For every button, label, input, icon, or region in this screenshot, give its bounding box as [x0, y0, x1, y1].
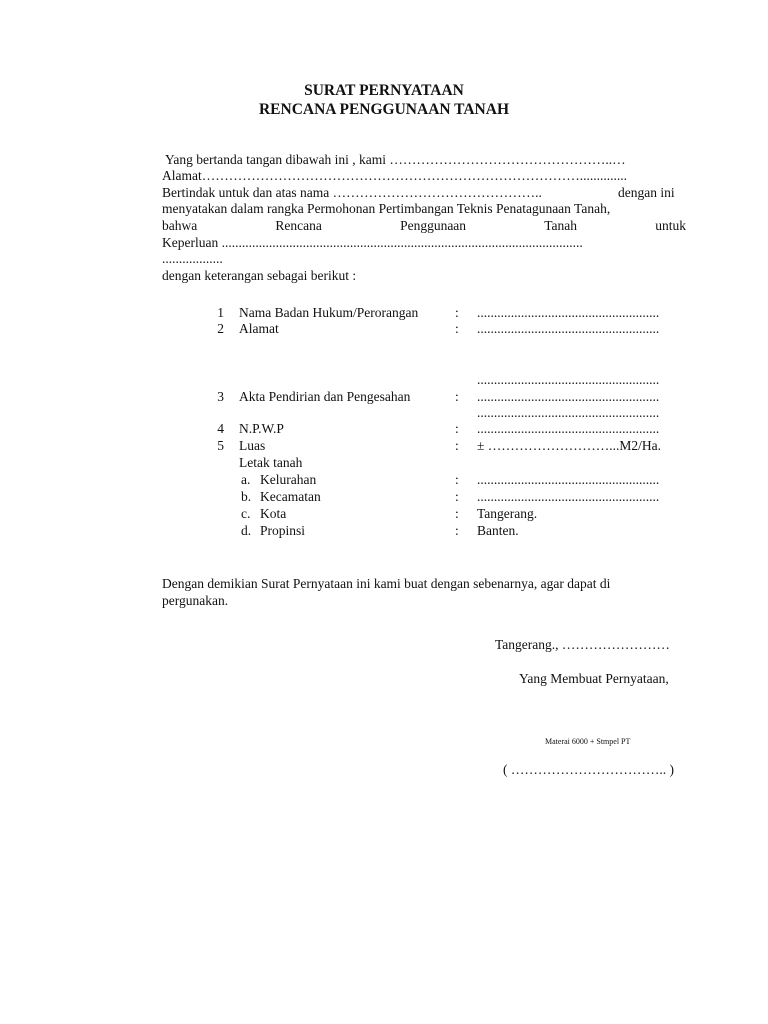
- location-label: Propinsi: [260, 523, 306, 538]
- item-label: N.P.W.P: [239, 421, 284, 436]
- intro-line-3-left: Bertindak untuk dan atas nama ………………………………………..: [162, 185, 542, 200]
- location-label: Kecamatan: [260, 489, 321, 504]
- location-label: Kelurahan: [260, 472, 317, 487]
- intro-line-3-right: dengan ini: [618, 185, 675, 200]
- item-colon: :: [455, 321, 459, 336]
- location-value: ......................................................: [477, 472, 660, 487]
- document-title: SURAT PERNYATAAN: [304, 82, 464, 99]
- signatory-title: Yang Membuat Pernyataan,: [519, 671, 669, 686]
- item-label: Alamat: [239, 321, 279, 336]
- intro-line-6: Keperluan ...........................................................................................................: [162, 235, 583, 250]
- location-letter: b.: [241, 489, 252, 504]
- item-number: 1: [217, 305, 224, 320]
- item-label: Luas: [239, 438, 266, 453]
- stamp-note: Materai 6000 + Stmpel PT: [545, 737, 631, 746]
- location-colon: :: [455, 472, 459, 487]
- intro-line-5: [162, 218, 686, 234]
- location-letter: a.: [241, 472, 251, 487]
- item-value: ......................................................: [477, 389, 660, 404]
- item-value: ......................................................: [477, 305, 660, 320]
- location-value: Tangerang.: [477, 506, 538, 521]
- item-value: ± ………………………...M2/Ha.: [477, 438, 662, 453]
- location-letter: c.: [241, 506, 251, 521]
- intro-word: Tanah: [544, 218, 578, 233]
- intro-line-8: dengan keterangan sebagai berikut :: [162, 268, 357, 283]
- intro-line-7: ..................: [162, 251, 223, 266]
- location-colon: :: [455, 523, 459, 538]
- item-value: ......................................................: [477, 321, 660, 336]
- closing-line-1: Dengan demikian Surat Pernyataan ini kami buat dengan sebenarnya, agar dapat di: [162, 576, 611, 591]
- item-number: 4: [217, 421, 224, 436]
- item-label: Nama Badan Hukum/Perorangan: [239, 305, 419, 320]
- closing-line-2: pergunakan.: [162, 593, 229, 608]
- location-value: Banten.: [477, 523, 519, 538]
- intro-word: bahwa: [162, 218, 198, 233]
- item-value: ......................................................: [477, 372, 660, 387]
- item-colon: :: [455, 305, 459, 320]
- intro-word: Rencana: [275, 218, 322, 233]
- document-subtitle: RENCANA PENGGUNAAN TANAH: [258, 101, 510, 118]
- item-label: Letak tanah: [239, 455, 303, 470]
- intro-line-4: menyatakan dalam rangka Permohonan Pertimbangan Teknis Penatagunaan Tanah,: [162, 201, 611, 216]
- item-label: Akta Pendirian dan Pengesahan: [239, 389, 411, 404]
- location-value: ......................................................: [477, 489, 660, 504]
- place-date: Tangerang., ……………………: [495, 637, 670, 652]
- item-number: 3: [217, 389, 224, 404]
- item-colon: :: [455, 438, 459, 453]
- item-value: ......................................................: [477, 421, 660, 436]
- signatory-name-blank: ( …………………………….. ): [503, 762, 674, 777]
- location-colon: :: [455, 506, 459, 521]
- item-number: 2: [217, 321, 224, 336]
- location-letter: d.: [241, 523, 252, 538]
- intro-word: untuk: [655, 218, 686, 233]
- location-colon: :: [455, 489, 459, 504]
- item-number: 5: [217, 438, 224, 453]
- item-colon: :: [455, 421, 459, 436]
- intro-word: Penggunaan: [400, 218, 467, 233]
- intro-line-1: Yang bertanda tangan dibawah ini , kami …………………………………………..…: [165, 152, 626, 167]
- location-label: Kota: [260, 506, 287, 521]
- item-colon: :: [455, 389, 459, 404]
- item-value: ......................................................: [477, 405, 660, 420]
- intro-line-2: Alamat…………………………………………………………………………..............: [162, 168, 627, 183]
